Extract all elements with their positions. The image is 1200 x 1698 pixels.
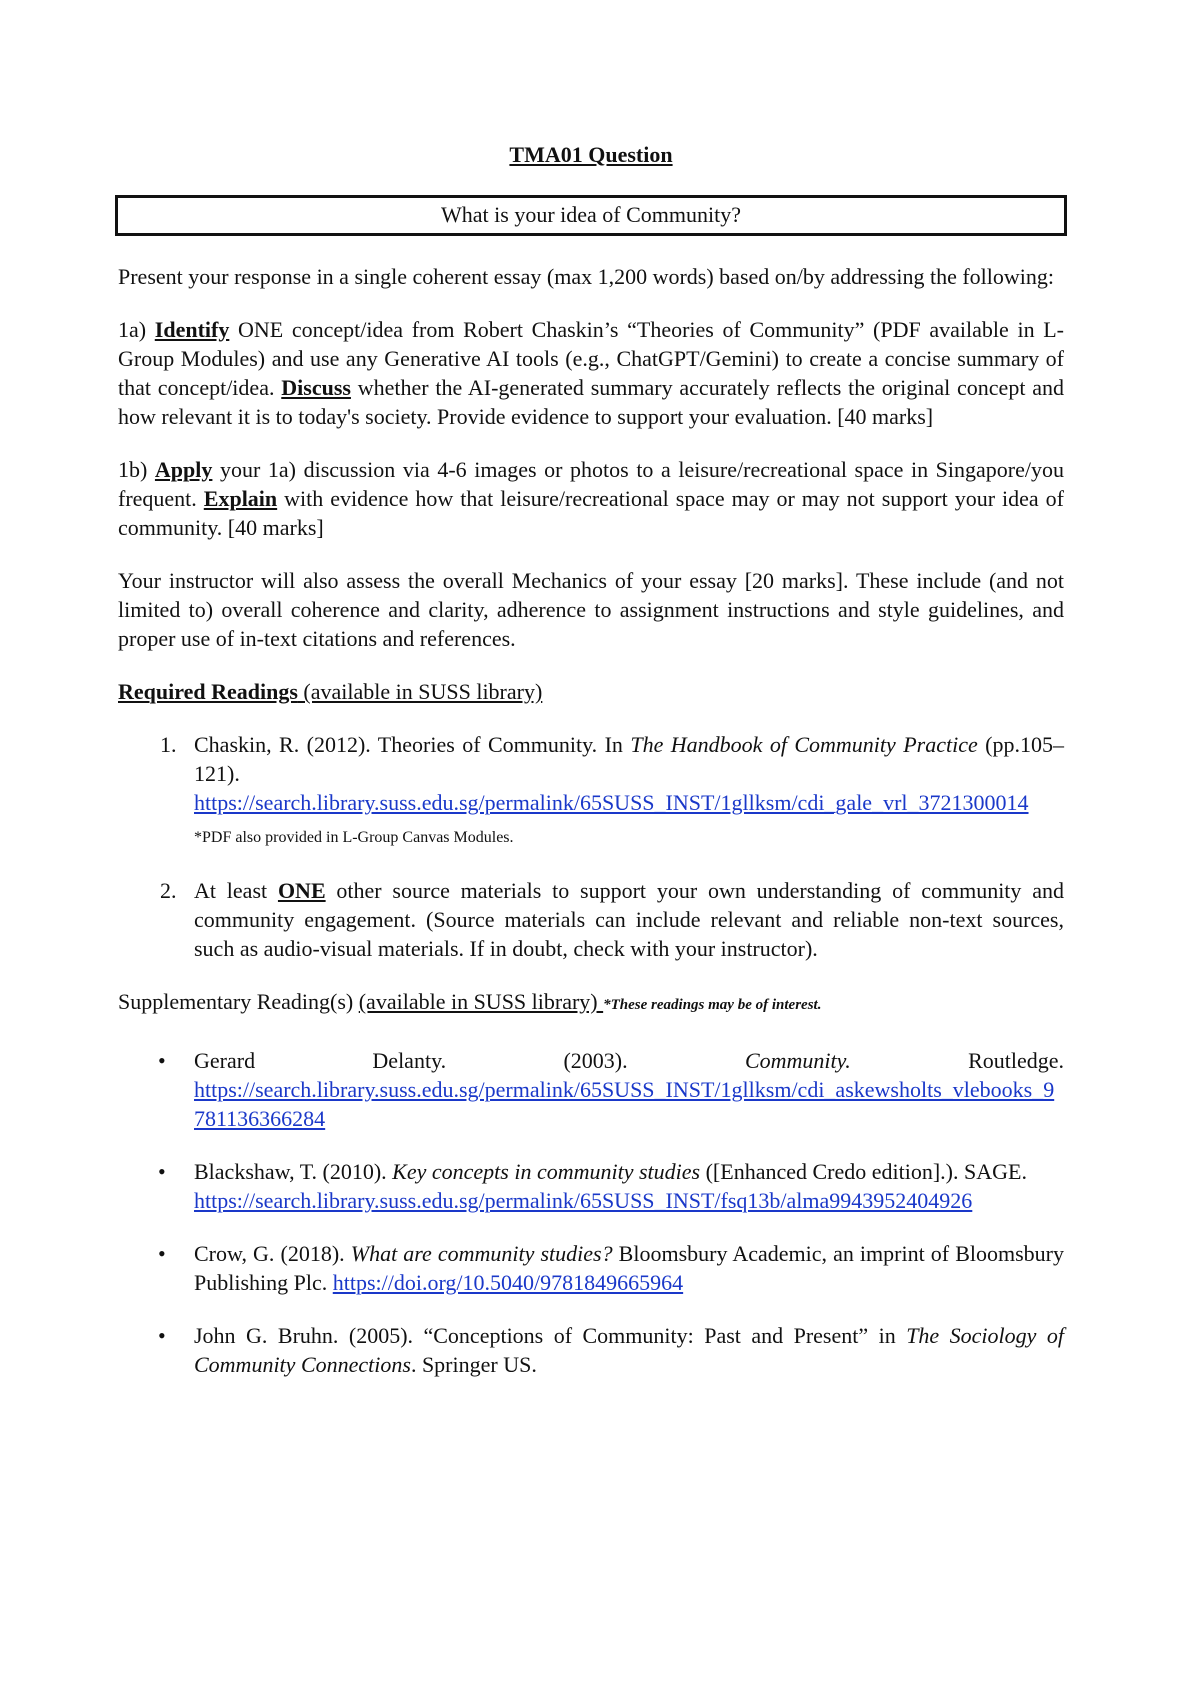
supp-heading-note: *These readings may be of interest. <box>603 997 822 1013</box>
q1b-keyword-explain: Explain <box>203 486 278 511</box>
bullet-icon: • <box>158 1159 166 1184</box>
supp-1-citation-line <box>194 1046 1064 1075</box>
required-1-link[interactable]: https://search.library.suss.edu.sg/permalink/65SUSS_INST/1gllksm/cdi_gale_vrl_3721300014 <box>194 790 1029 815</box>
supp-1-publisher: Routledge. <box>968 1048 1064 1073</box>
q1a-prefix: 1a) <box>118 317 155 342</box>
supp-heading-plain: Supplementary Reading(s) <box>118 989 359 1014</box>
required-2-keyword: ONE <box>277 878 326 903</box>
bullet-icon: • <box>158 1323 166 1348</box>
q1b-text-1: your 1a) discussion via 4-6 images or photos to a leisure/recreational space in Singapore/you frequent. <box>118 457 1064 511</box>
q1a-keyword-discuss: Discuss <box>281 375 351 400</box>
required-heading-bold: Required Readings <box>118 679 298 704</box>
supp-1-name: Delanty. <box>372 1048 447 1073</box>
supp-item-2 <box>118 1157 1064 1215</box>
supp-heading-underlined: (available in SUSS library) <box>358 989 604 1014</box>
list-number: 2. <box>160 878 177 903</box>
q1a-text-1: ONE concept/idea from Robert Chaskin’s “Theories of Community” (PDF available in L-Group Modules) and use any Generative AI tools (e.g., ChatGPT/Gemini) to create a concise summary of that concept/idea. <box>118 317 1064 400</box>
supp-1-year: (2003). <box>563 1048 628 1073</box>
supp-1-author: Gerard <box>194 1048 256 1073</box>
supp-4-title: The Sociology of Community Connections <box>194 1323 1064 1377</box>
q1b-text-2: with evidence how that leisure/recreational space may or may not support your idea of community. [40 marks] <box>118 486 1064 540</box>
required-1-text-a: Chaskin, R. (2012). Theories of Community. In <box>194 732 631 757</box>
supp-3-title: What are community studies? <box>350 1241 613 1266</box>
q1a-keyword-identify: Identify <box>154 317 230 342</box>
required-1-note: *PDF also provided in L-Group Canvas Modules. <box>194 829 514 846</box>
required-2-text-b: other source materials to support your own understanding of community and community engagement. (Source materials can include relevant and reliable non-text sources, such as audio-visual materials. If in doubt, check with your instructor). <box>194 878 1064 961</box>
supplementary-list <box>118 1046 1064 1379</box>
required-readings-heading <box>118 677 1064 706</box>
mechanics-paragraph: Your instructor will also assess the overall Mechanics of your essay [20 marks]. These include (and not limited to) overall coherence and clarity, adherence to assignment instructions and style guidelines, and proper use of in-text citations and references. <box>118 568 1064 651</box>
bullet-icon: • <box>158 1048 166 1073</box>
q1a-text-2: whether the AI-generated summary accurately reflects the original concept and how relevant it is to today's society. Provide evidence to support your evaluation. [40 marks] <box>118 375 1065 429</box>
supp-item-1 <box>118 1046 1064 1133</box>
list-number: 1. <box>160 732 177 757</box>
supp-1-title: Community. <box>744 1048 851 1073</box>
supp-4-text-b: . Springer US. <box>410 1352 537 1377</box>
bullet-icon: • <box>158 1241 166 1266</box>
q1b-prefix: 1b) <box>118 457 155 482</box>
supp-2-text-a: Blackshaw, T. (2010). <box>194 1159 393 1184</box>
supp-3-link[interactable]: https://doi.org/10.5040/9781849665964 <box>332 1270 684 1295</box>
required-item-2 <box>118 876 1064 963</box>
page-title: TMA01 Question <box>509 142 673 167</box>
supp-2-title: Key concepts in community studies <box>392 1159 701 1184</box>
required-readings-list <box>118 730 1064 963</box>
question-box: What is your idea of Community? <box>115 195 1067 236</box>
supp-item-4 <box>118 1321 1064 1379</box>
supplementary-heading <box>118 987 1064 1020</box>
required-item-1 <box>118 730 1064 852</box>
required-1-book-title: The Handbook of Community Practice <box>630 732 978 757</box>
intro-paragraph: Present your response in a single coherent essay (max 1,200 words) based on/by addressing the following: <box>118 264 1055 289</box>
supp-1-link[interactable]: https://search.library.suss.edu.sg/permalink/65SUSS_INST/1gllksm/cdi_askewsholts_vlebooks_9781136366284 <box>194 1077 1055 1131</box>
document-content <box>118 140 1064 1403</box>
q1b-keyword-apply: Apply <box>154 457 213 482</box>
supp-item-3 <box>118 1239 1064 1297</box>
supp-3-text-b: Bloomsbury Academic, an imprint of Bloomsbury Publishing Plc. <box>194 1241 1064 1295</box>
question-1a <box>118 315 1064 431</box>
question-1b <box>118 455 1064 542</box>
supp-2-text-b: ([Enhanced Credo edition].). SAGE. <box>700 1159 1027 1184</box>
required-heading-rest: (available in SUSS library) <box>297 679 543 704</box>
required-1-text-b: (pp.105–121). <box>194 732 1064 786</box>
required-2-text-a: At least <box>194 878 278 903</box>
supp-2-link[interactable]: https://search.library.suss.edu.sg/permalink/65SUSS_INST/fsq13b/alma9943952404926 <box>194 1188 973 1213</box>
supp-4-text-a: John G. Bruhn. (2005). “Conceptions of Community: Past and Present” in <box>194 1323 907 1348</box>
supp-3-text-a: Crow, G. (2018). <box>194 1241 351 1266</box>
